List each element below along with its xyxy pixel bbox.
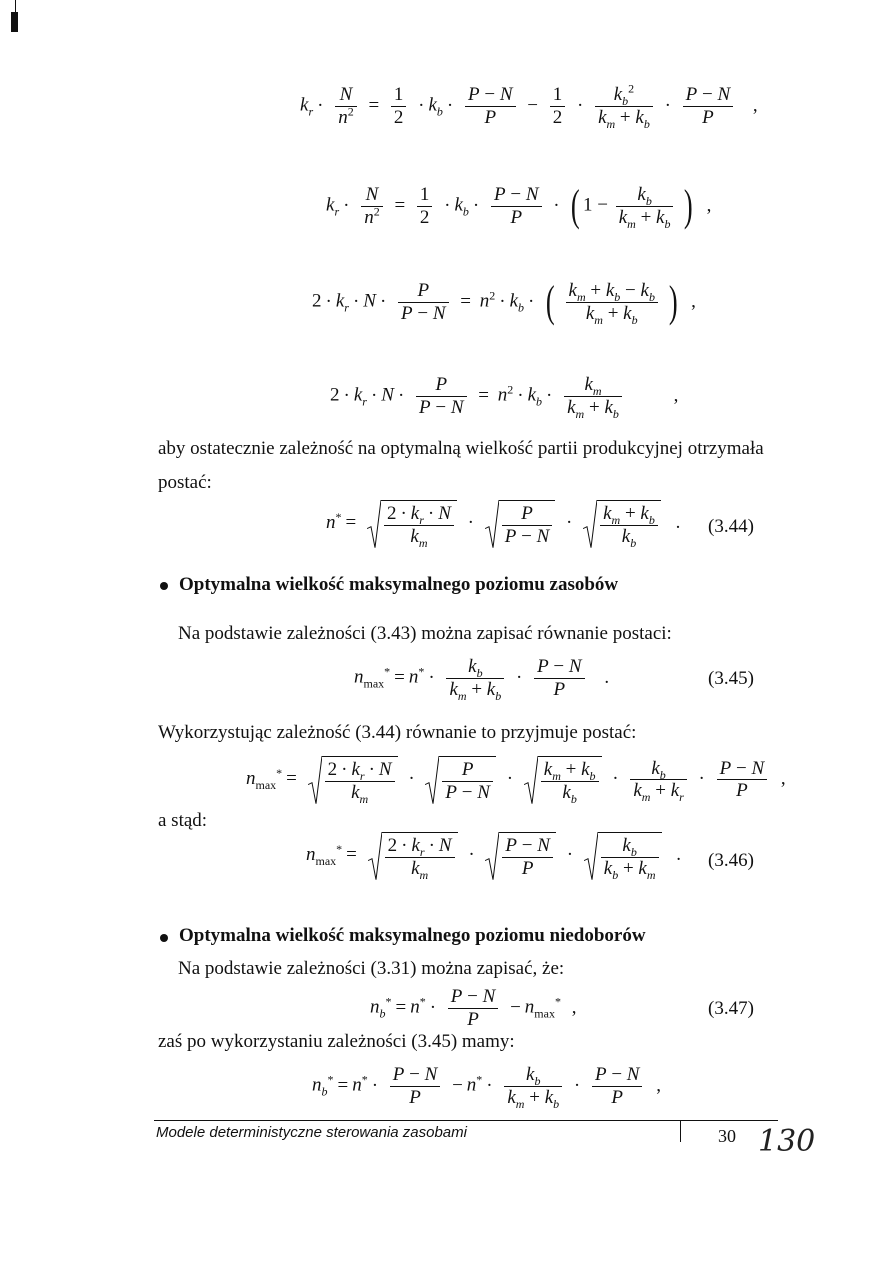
bullet-1 [160, 582, 168, 590]
equation-number-3-46: (3.46) [708, 850, 754, 871]
paragraph-3: Wykorzystując zależność (3.44) równanie to przyjmuje postać: [158, 722, 637, 743]
equation-1: $k_r$ · $\frac{N}{n^2}$ = $\frac{1}{2}$ · $k_b$ · $\frac{P - N}{P}$ − $\frac{1}{2}$ · $\frac{k_b^2}{k_m + k_b}$ · $\frac{P - N}{P}$ , [300, 81, 758, 131]
equation-3-44: n* = $\frac{2 \cdot k_r \cdot N}{k_m}$ · $\frac{P}{P - N}$ · $\frac{k_m + k_b}{k_b}$ . [326, 500, 680, 548]
footer-rule [154, 1120, 778, 1121]
equation-nb-expanded: $n_b^* = n^*$ · $\frac{P - N}{P}$ − n* · $\frac{k_b}{k_m + k_b}$ · $\frac{P - N}{P}$ , [312, 1064, 661, 1111]
equation-nmax-expanded: $n_{max}^*$ = $\frac{2 \cdot k_r \cdot N}{k_m}$ · $\frac{P}{P - N}$ · $\frac{k_m + k_b}{k_b}$ · $\frac{k_b}{k_m + k_r}$ · $\frac{P - N}{P}$ , [246, 757, 786, 806]
equation-3: $2 \cdot k_r \cdot N$ · $\frac{P}{P - N}$ = $n^2 \cdot k_b$ · ( $\frac{k_m + k_b - k_b}{k_m + k_b}$ ) , [312, 277, 696, 327]
paragraph-4: a stąd: [158, 810, 208, 831]
footer-title: Modele deterministyczne sterowania zasobami [156, 1124, 467, 1141]
paragraph-2: Na podstawie zależności (3.43) można zapisać równanie postaci: [178, 623, 672, 644]
handwritten-page-number: 130 [758, 1124, 816, 1159]
paragraph-1-line-1: aby ostatecznie zależność na optymalną wielkość partii produkcyjnej otrzymała [158, 438, 764, 459]
bullet-2 [160, 934, 168, 942]
equation-3-45: $n_{max}^* = n^*$ · $\frac{k_b}{k_m + k_b}$ · $\frac{P - N}{P}$ . [354, 656, 610, 703]
paragraph-5: Na podstawie zależności (3.31) można zapisać, że: [178, 958, 565, 979]
footer-divider [680, 1120, 681, 1142]
scan-mark [11, 12, 18, 32]
scan-mark-line [15, 0, 16, 12]
equation-3-47: $n_b^* = n^*$ · $\frac{P - N}{P}$ − $n_{max}^*$ , [370, 986, 577, 1030]
heading-max-shortage: Optymalna wielkość maksymalnego poziomu niedoborów [179, 925, 646, 946]
page-number: 30 [718, 1126, 736, 1146]
equation-2: $k_r$ · $\frac{N}{n^2}$ = $\frac{1}{2}$ · $k_b$ · $\frac{P - N}{P}$ · ( 1 − $\frac{k_b}{k_m + k_b}$ ) , [326, 181, 712, 231]
equation-number-3-45: (3.45) [708, 668, 754, 689]
equation-4: $2 \cdot k_r \cdot N$ · $\frac{P}{P - N}$ = $n^2 \cdot k_b$ · $\frac{k_m}{k_m + k_b}$ , [330, 374, 679, 421]
equation-3-46: $n_{max}^*$ = $\frac{2 \cdot k_r \cdot N}{k_m}$ · $\frac{P - N}{P}$ · $\frac{k_b}{k_b + k_m}$ . [306, 832, 681, 880]
equation-number-3-44: (3.44) [708, 516, 754, 537]
paragraph-1-line-2: postać: [158, 472, 212, 493]
paragraph-6: zaś po wykorzystaniu zależności (3.45) mamy: [158, 1031, 515, 1052]
equation-number-3-47: (3.47) [708, 998, 754, 1019]
heading-max-stock: Optymalna wielkość maksymalnego poziomu zasobów [179, 574, 619, 595]
